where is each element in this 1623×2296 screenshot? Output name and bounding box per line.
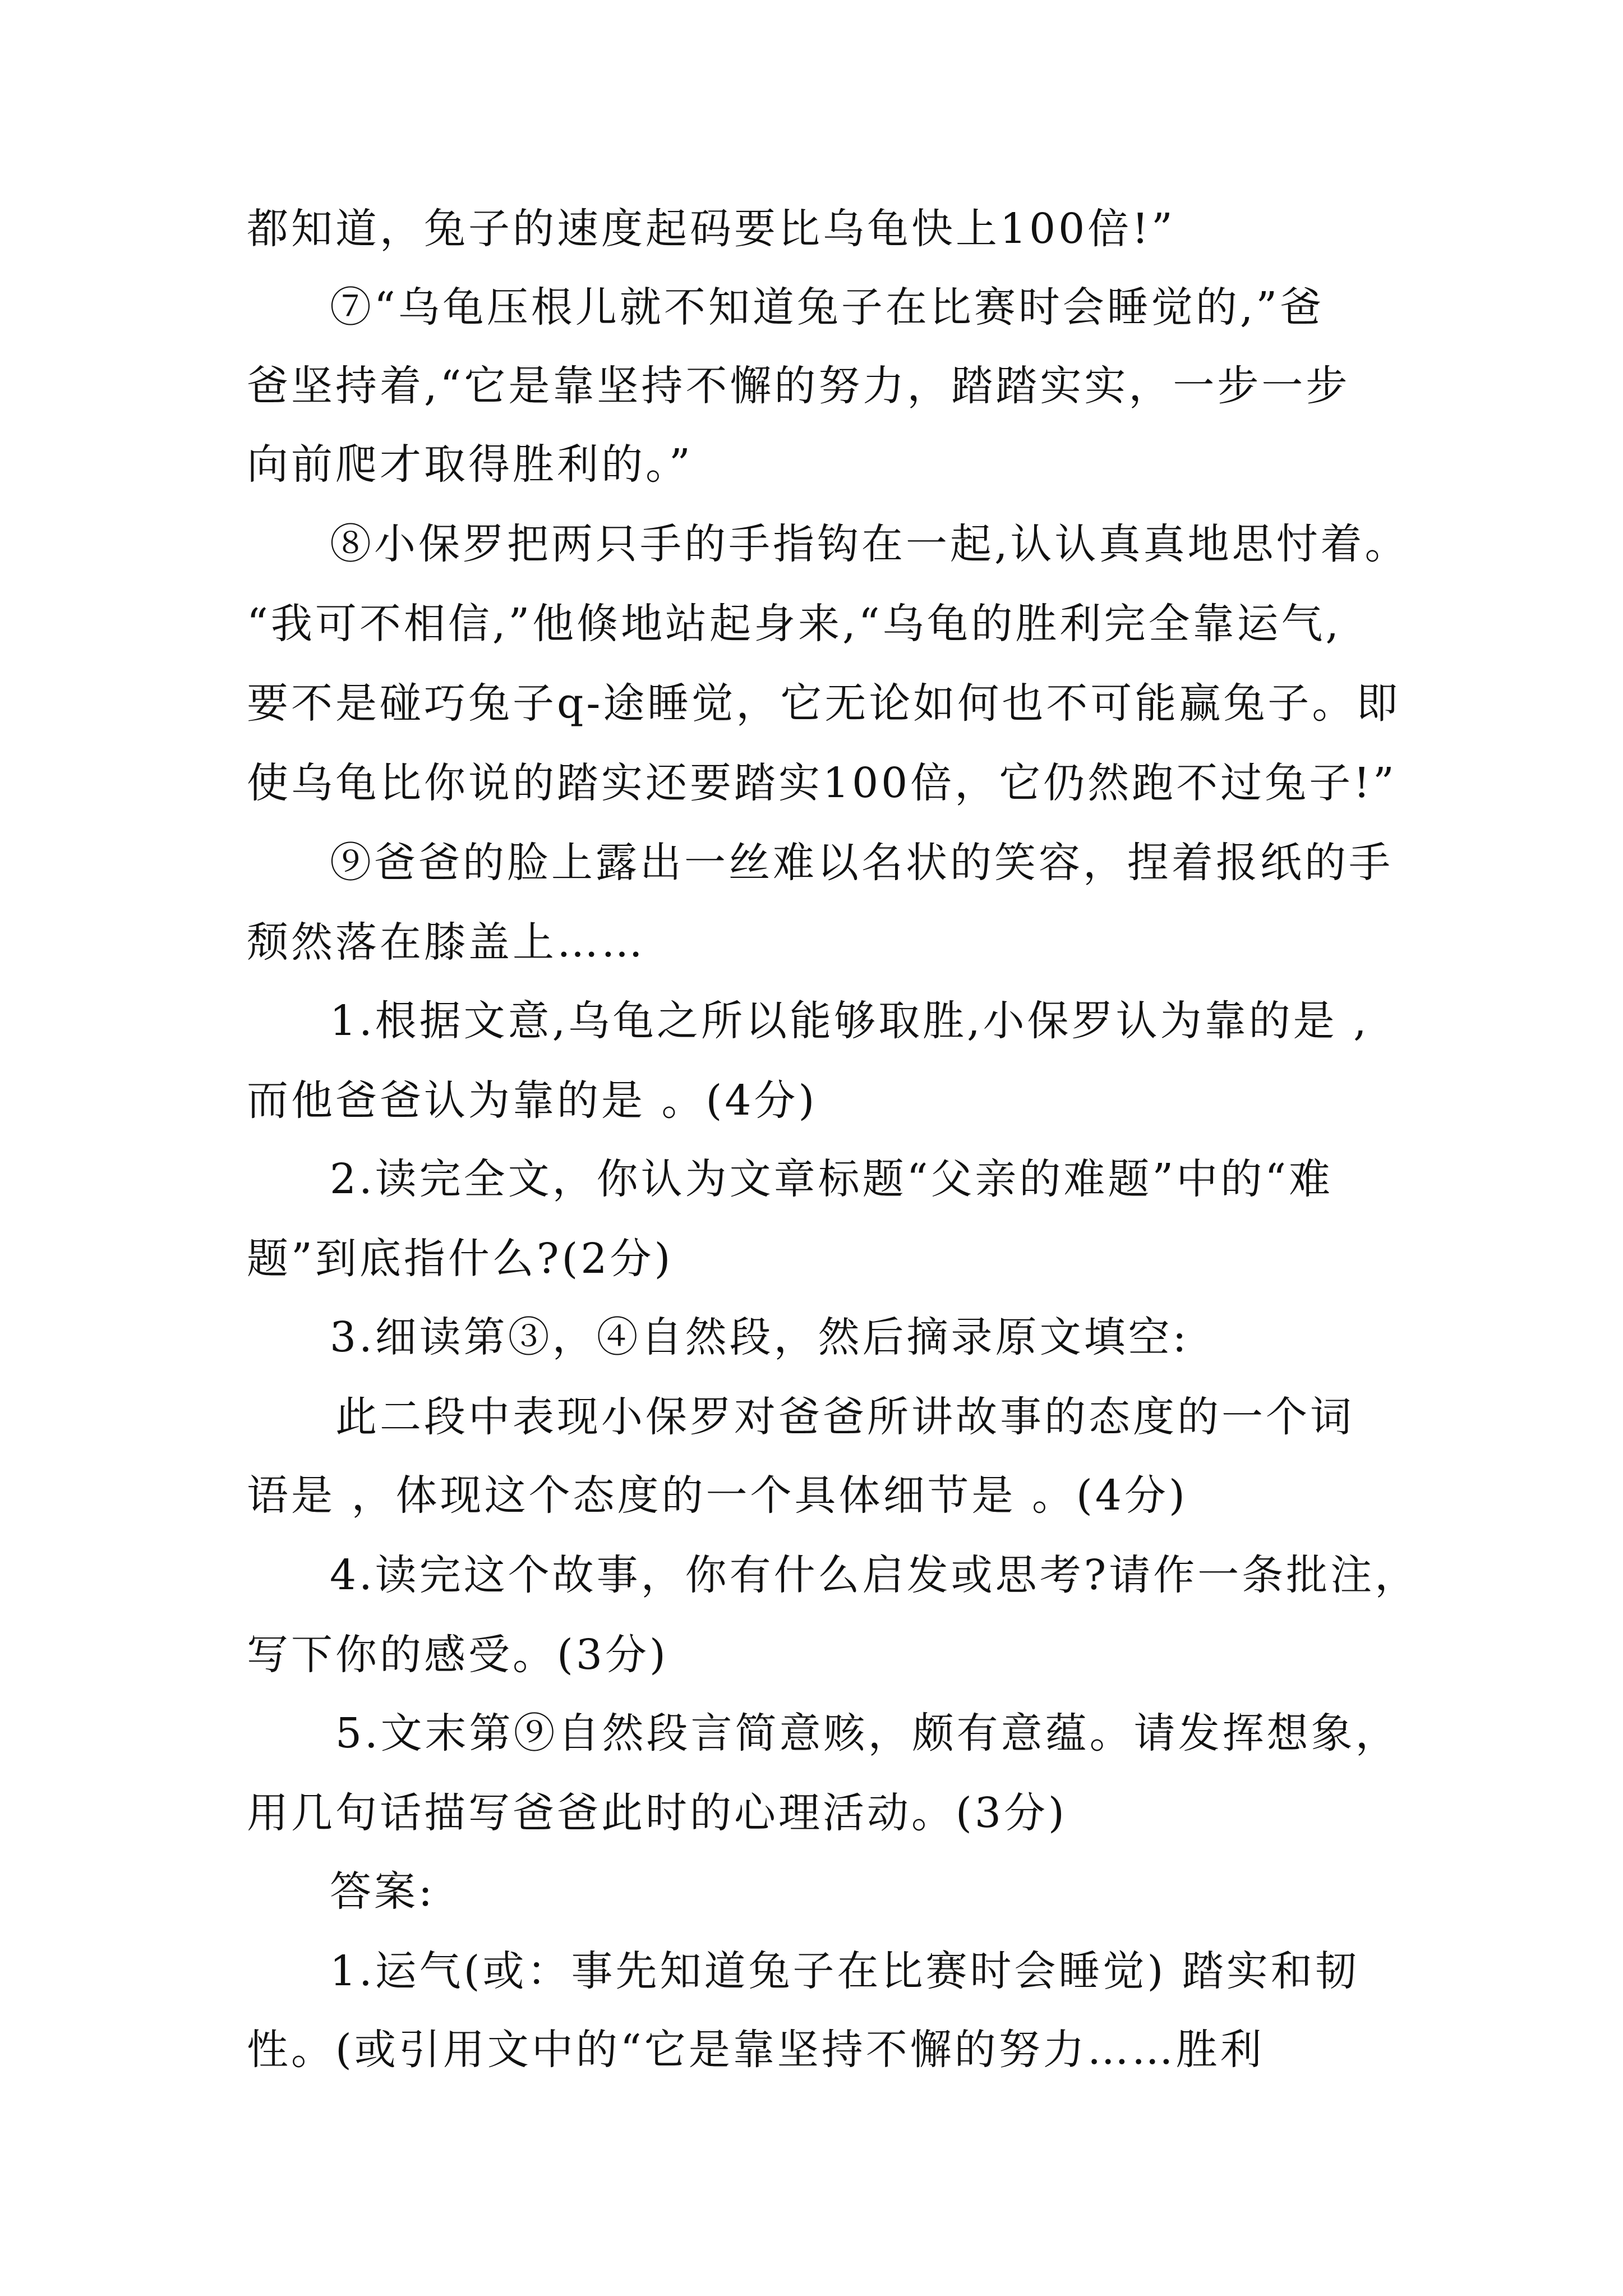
story-text-line: “我可不相信,”他倏地站起身来,“乌龟的胜利完全靠运气, (247, 600, 1342, 648)
story-text-line: 使乌龟比你说的踏实还要踏实100倍，它仍然跑不过兔子!” (247, 759, 1397, 807)
answer-1: 1.运气(或：事先知道兔子在比赛时会睡觉) 踏实和韧 (330, 1947, 1359, 1995)
story-text-line: 向前爬才取得胜利的。” (247, 440, 693, 489)
question-3: 3.细读第③，④自然段，然后摘录原文填空: (330, 1313, 1189, 1361)
question-2: 2.读完全文，你认为文章标题“父亲的难题”中的“难 (330, 1155, 1334, 1203)
question-4: 4.读完这个故事，你有什么启发或思考?请作一条批注， (330, 1551, 1419, 1599)
question-1-continued: 而他爸爸认为靠的是 。(4分) (247, 1076, 818, 1125)
question-3-detail-continued: 语是 ，体现这个态度的一个具体细节是 。(4分) (247, 1471, 1188, 1520)
paragraph-7-start: ⑦“乌龟压根儿就不知道兔子在比赛时会睡觉的,”爸 (330, 283, 1325, 332)
story-text-line: 要不是碰巧兔子q-途睡觉，它无论如何也不可能赢兔子。即 (247, 679, 1401, 728)
answer-1-continued: 性。(或引用文中的“它是靠坚持不懈的努力……胜利 (247, 2026, 1265, 2074)
question-1: 1.根据文意,乌龟之所以能够取胜,小保罗认为靠的是 , (330, 997, 1370, 1045)
answer-heading: 答案: (330, 1867, 435, 1916)
question-4-continued: 写下你的感受。(3分) (247, 1631, 668, 1679)
story-text-line: 颓然落在膝盖上…… (247, 918, 645, 967)
question-5: 5.文末第⑨自然段言简意赅，颇有意蕴。请发挥想象， (335, 1709, 1400, 1757)
question-5-continued: 用几句话描写爸爸此时的心理活动。(3分) (247, 1789, 1067, 1837)
question-2-continued: 题”到底指什么?(2分) (247, 1235, 674, 1283)
question-3-detail: 此二段中表现小保罗对爸爸所讲故事的态度的一个词 (335, 1393, 1354, 1441)
paragraph-8-start: ⑧小保罗把两只手的手指钩在一起,认认真真地思忖着。 (330, 520, 1409, 568)
story-text-line: 都知道，兔子的速度起码要比乌龟快上100倍!” (247, 205, 1175, 253)
story-text-line: 爸坚持着,“它是靠坚持不懈的努力，踏踏实实，一步一步 (247, 362, 1350, 410)
paragraph-9-start: ⑨爸爸的脸上露出一丝难以名状的笑容，捏着报纸的手 (330, 839, 1393, 887)
